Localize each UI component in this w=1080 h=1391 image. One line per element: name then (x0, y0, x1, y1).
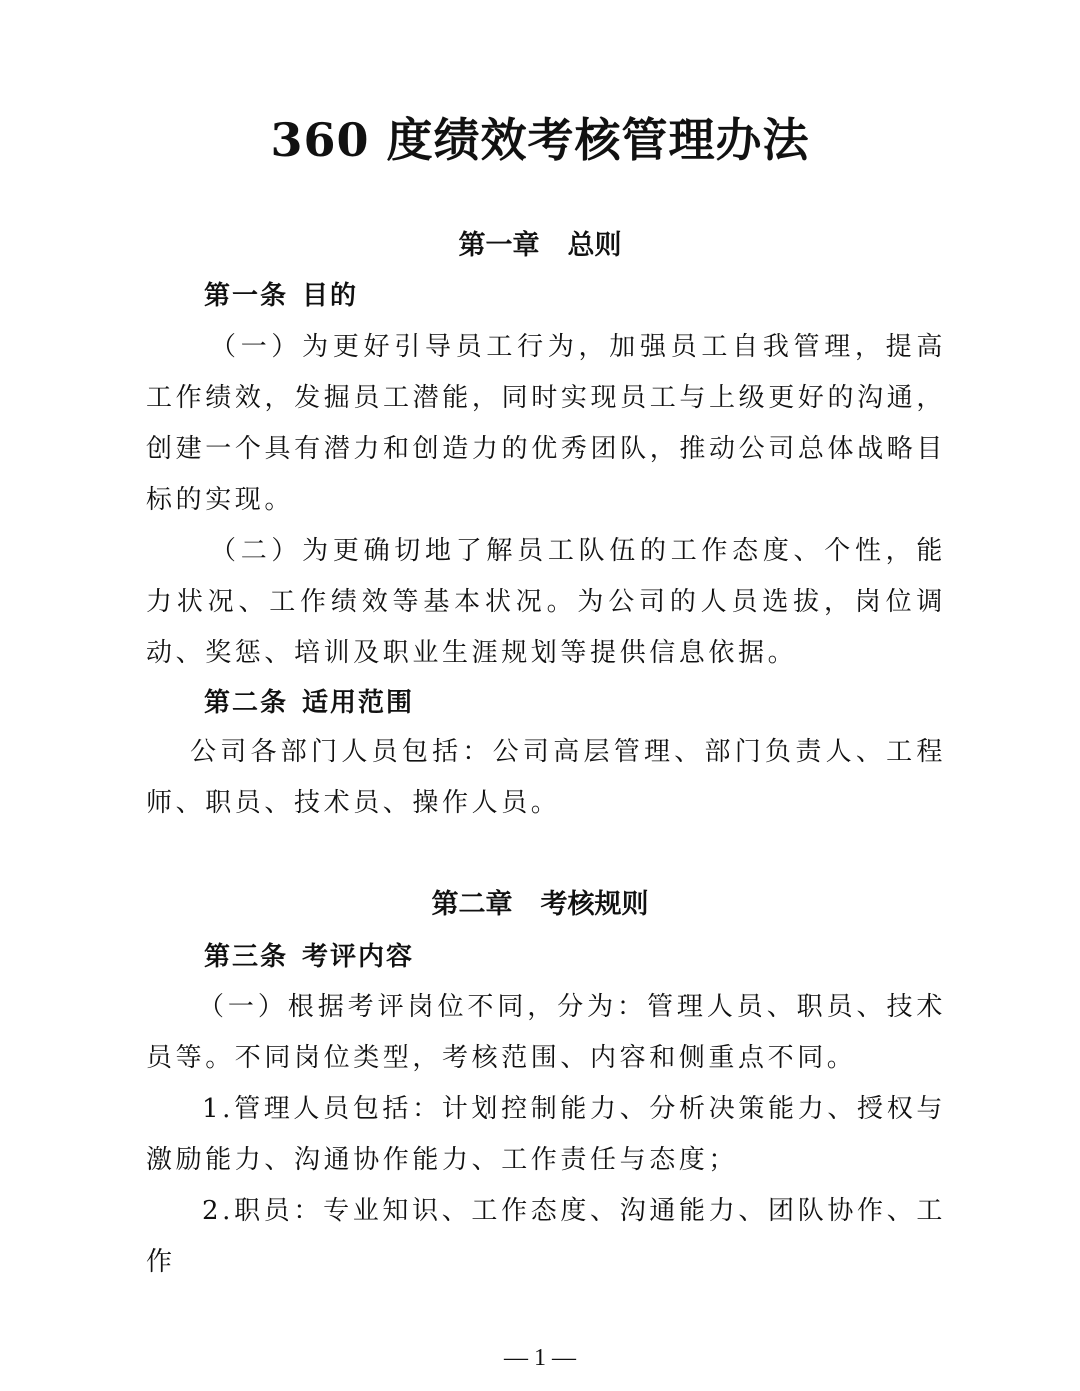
article2-paragraph-1: 公司各部门人员包括：公司高层管理、部门负责人、工程师、职员、技术员、操作人员。 (146, 737, 946, 818)
article1-paragraph-2: （二）为更确切地了解员工队伍的工作态度、个性，能力状况、工作绩效等基本状况。为公司的人员选拔，岗位调动、奖惩、培训及职业生涯规划等提供信息依据。 (146, 536, 946, 668)
article-name: 考评内容 (302, 942, 415, 972)
chapter-number: 第一章 (458, 230, 540, 261)
article-name: 适用范围 (302, 688, 415, 718)
article-heading-3 (204, 937, 414, 977)
article3-paragraph-1: （一）根据考评岗位不同，分为：管理人员、职员、技术员等。不同岗位类型，考核范围、内容和侧重点不同。 (146, 992, 946, 1073)
chapter-heading-2 (0, 885, 1080, 925)
chapter-name: 总则 (567, 230, 622, 261)
article-heading-1 (204, 276, 358, 316)
article-name: 目的 (302, 281, 359, 311)
chapter-heading-1 (0, 226, 1080, 266)
article-number: 第三条 (204, 942, 289, 972)
article-number: 第二条 (204, 688, 289, 718)
article-number: 第一条 (204, 281, 289, 311)
chapter-name: 考核规则 (540, 889, 649, 920)
article3-item-2: 2.职员：专业知识、工作态度、沟通能力、团队协作、工作 (146, 1196, 946, 1277)
article1-paragraph-1: （一）为更好引导员工行为，加强员工自我管理，提高工作绩效，发掘员工潜能，同时实现员工与上级更好的沟通，创建一个具有潜力和创造力的优秀团队，推动公司总体战略目标的实现。 (146, 332, 946, 515)
article-heading-2 (204, 683, 414, 723)
document-title: 360 度绩效考核管理办法 (270, 113, 810, 167)
chapter-number: 第二章 (431, 889, 513, 920)
page-number: — 1 — (504, 1345, 576, 1371)
article3-item-1: 1.管理人员包括：计划控制能力、分析决策能力、授权与激励能力、沟通协作能力、工作责任与态度； (146, 1094, 946, 1175)
